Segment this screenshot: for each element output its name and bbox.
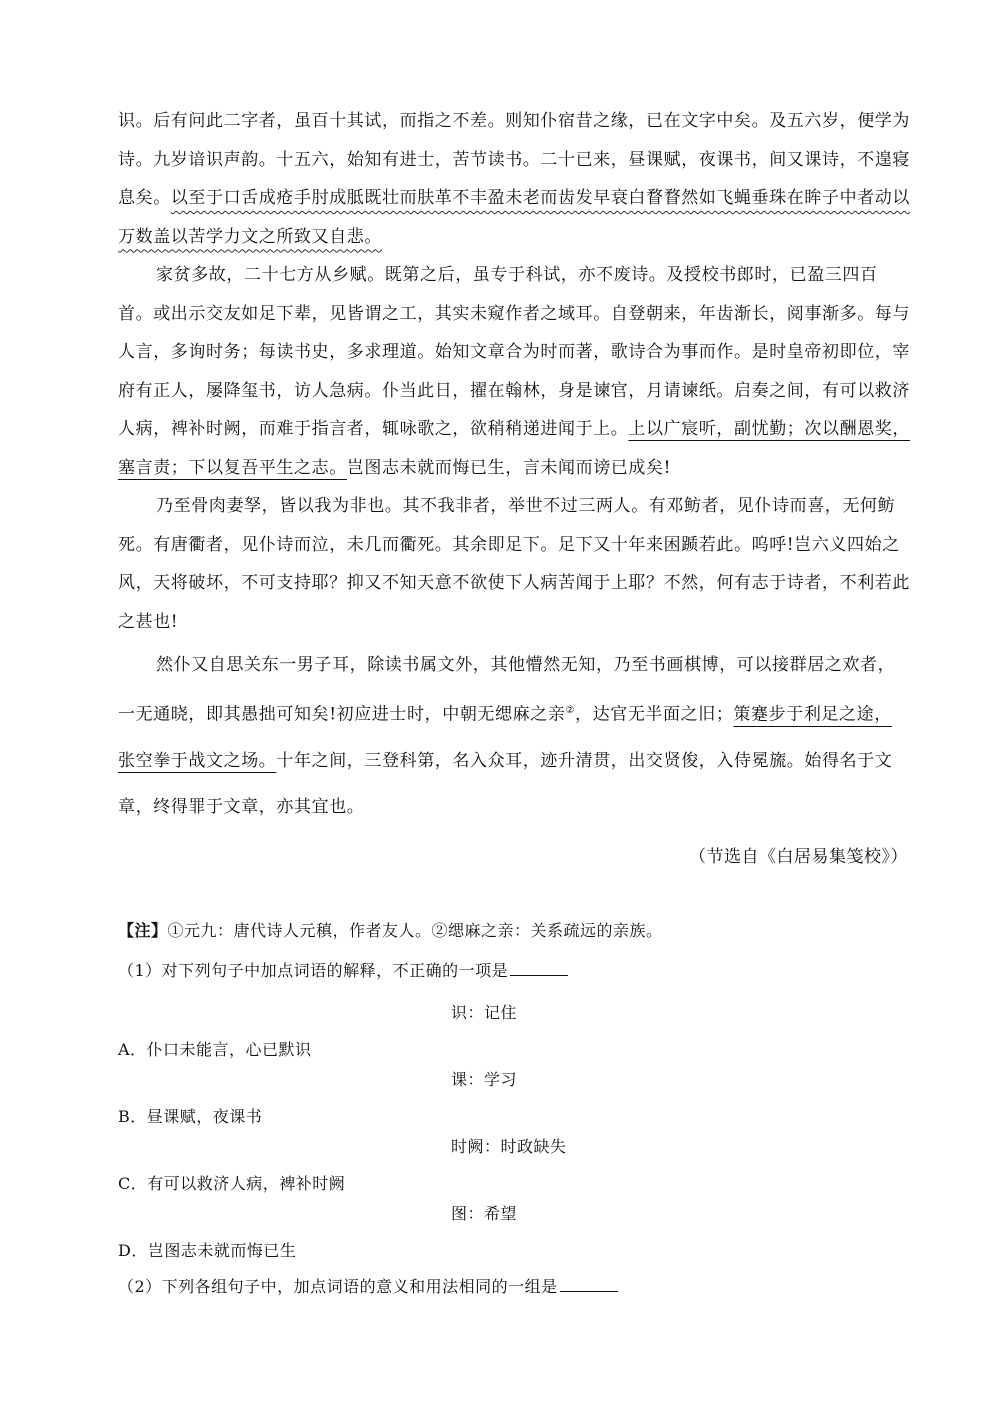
- option-d-gloss: 图：希望: [451, 1204, 518, 1223]
- option-b-gloss: 课：学习: [451, 1070, 518, 1089]
- option-c: C．有可以救济人病，裨补时阙: [118, 1174, 346, 1193]
- paragraph-2-tail: 岂图志未就而悔已生，言未闻而谤已成矣!: [346, 457, 672, 478]
- footnote: [118, 918, 663, 941]
- paragraph-4-line1: 然仆又自思关东一男子耳，除读书属文外，其他懵然无知，乃至书画棋博，可以接群居之欢者，: [156, 655, 896, 675]
- paragraph-4-tail: 十年之间，三登科第，名入众耳，迹升清贯，出交贤俊，入侍冕旒。始得名于文章，终得罪于文章，亦其宜也。: [118, 750, 893, 817]
- paragraph-4-line2-mid: ，达官无半面之旧；: [575, 704, 734, 725]
- question-2: [118, 1274, 618, 1297]
- paragraph-2-text: 家贫多故，二十七方从乡赋。既第之后，虽专于科试，亦不废诗。及授校书郎时，已盈三四百首。或出示交友如足下辈，见皆谓之工，其实未窥作者之域耳。自登朝来，年齿渐长，阅事渐多。每与人言，多询时务；每读书史，多求理道。始知文章合为时而著，歌诗合为事而作。是时皇帝初即位，宰府有正人，屡降玺书，访人急病。仆当此日，擢在翰林，身是谏官，月请谏纸。启奏之间，有可以救济人病，裨补时阙，而难于指言者，辄咏歌之，欲稍稍递进闻于上。: [118, 265, 910, 439]
- wavy-underlined-sentence: 以至于口舌成疮手肘成胝既壮而肤革不丰盈未老而齿发早衰白瞀瞀然如飞蝇垂珠在眸子中者动以万数盖以苦学力文之所致又自悲。: [118, 188, 911, 247]
- paragraph-1-text: 识。后有问此二字者，虽百十其试，而指之不差。则知仆宿昔之缘，已在文字中矣。及五六岁，便学为诗。九岁谙识声韵。十五六，始知有进士，苦节读书。二十已来，昼课赋，夜课书，间又课诗，不遑寝息矣。: [118, 111, 910, 208]
- option-d: D．岂图志未就而悔已生: [118, 1241, 297, 1260]
- paragraph-3: [118, 487, 910, 641]
- question-2-text: （2）下列各组句子中，加点词语的意义和用法相同的一组是: [118, 1277, 558, 1296]
- paragraph-1: [118, 102, 910, 256]
- paragraph-3-text: 乃至骨肉妻孥，皆以我为非也。其不我非者，举世不过三两人。有邓鲂者，见仆诗而喜，无何鲂死。有唐衢者，见仆诗而泣，未几而衢死。其余即足下。足下又十年来困踬若此。呜呼!岂六义四始之风，天将破坏，不可支持耶？抑又不知天意不欲使下人病苦闻于上耶？不然，何有志于诗者，不利若此之甚也!: [118, 496, 910, 632]
- underlined-sentence-1: 上以广宸听，副忧勤；次以酬恩奖，塞言责；下以复吾平生之志。: [118, 419, 911, 478]
- option-a: A．仆口未能言，心已默识: [118, 1040, 312, 1059]
- option-c-gloss: 时阙：时政缺失: [451, 1137, 567, 1156]
- underlined-sentence-2a: 策蹇步于利足之途，: [733, 704, 892, 725]
- paragraph-2: [118, 256, 910, 487]
- paragraph-4-line2: 一无通晓，即其愚拙可知矣!初应进士时，中朝无缌麻之亲: [118, 704, 566, 725]
- answer-blank-2[interactable]: [560, 1290, 618, 1292]
- question-1: [118, 958, 568, 981]
- source-citation: （节选自《白居易集笺校》）: [689, 847, 908, 867]
- note-text: ①元九：唐代诗人元稹，作者友人。②缌麻之亲：关系疏远的亲族。: [167, 921, 663, 940]
- option-a-gloss: 识：记住: [451, 1003, 518, 1022]
- note-label: 【注】: [118, 921, 168, 940]
- option-b: B．昼课赋，夜课书: [118, 1107, 263, 1126]
- note-mark: ②: [565, 705, 576, 716]
- answer-blank-1[interactable]: [510, 974, 568, 976]
- paragraph-4: [118, 642, 910, 830]
- underlined-sentence-2b: 张空拳于战文之场。: [118, 750, 277, 771]
- question-1-text: （1）对下列句子中加点词语的解释，不正确的一项是: [118, 961, 509, 980]
